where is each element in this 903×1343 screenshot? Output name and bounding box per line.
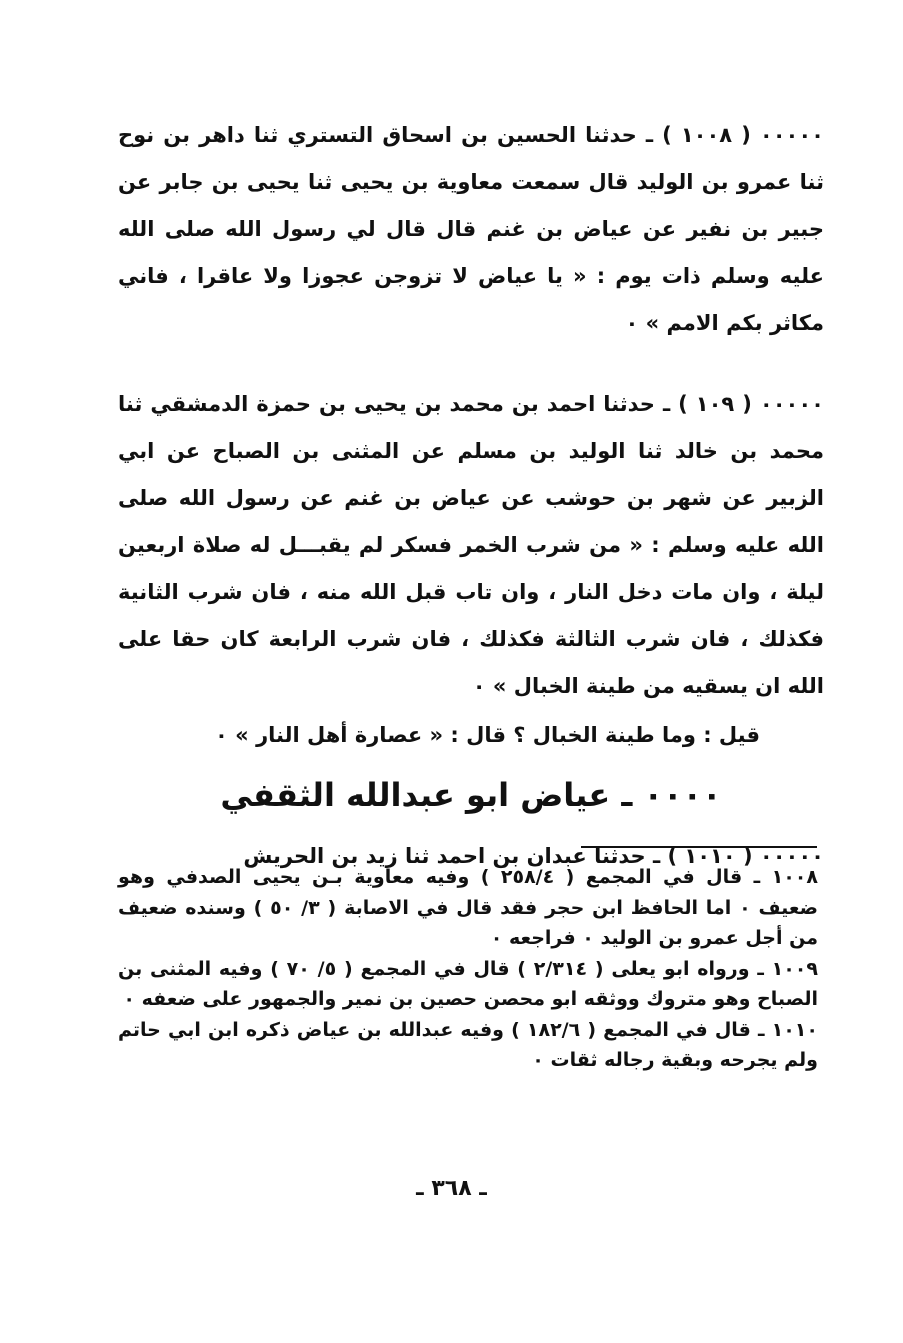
- footnote-1010: ١٠١٠ ـ قال في المجمع ( ١٨٢/٦ ) وفيه عبدالله بن عياض ذكره ابن ابي حاتم ولم يجرحه وبقية رجاله ثقات ٠: [118, 1018, 818, 1071]
- page-number: ـ ٣٦٨ ـ: [416, 1176, 487, 1201]
- chapter-title: ٠٠٠٠ ـ عياض ابو عبدالله الثقفي: [220, 776, 722, 814]
- hadith-1009: ٠٠٠٠٠ ( ١٠٩ ) ـ حدثنا احمد بن محمد بن يحيى بن حمزة الدمشقي ثنا محمد بن خالد ثنا الوليد بن مسلم عن المثنى بن الصباح عن ابي الزبير عن شهر بن حوشب عن عياض بن غنم عن رسول الله صلى الله عليه وسلم : « من شرب الخمر فسكر لم يقبـــل له صلاة اربعين ليلة ، وان مات دخل النار ، وان تاب قبل الله منه ، فان شرب الثانية فكذلك ، فان شرب الثالثة فكذلك ، فان شرب الرابعة كان حقا على الله ان يسقيه من طينة الخبال » ٠: [118, 392, 824, 698]
- hadith-1010: ٠٠٠٠٠ ( ١٠١٠ ) ـ حدثنا عبدان بن احمد ثنا زيد بن الحريش: [243, 844, 824, 868]
- question-line: قيل : وما طينة الخبال ؟ قال : « عصارة أهل النار » ٠: [215, 723, 760, 747]
- footnote-1009: ١٠٠٩ ـ ورواه ابو يعلى ( ٢/٣١٤ ) قال في المجمع ( ٥/ ٧٠ ) وفيه المثنى بن الصباح وهو متروك ووثقه ابو محصن حصين بن نمير والجمهور على ضعفه ٠: [118, 957, 818, 1010]
- footnote-divider: [581, 846, 817, 848]
- footnotes: [118, 862, 818, 1076]
- footnote-1008: ١٠٠٨ ـ قال في المجمع ( ٢٥٨/٤ ) وفيه معاوية بـن يحيى الصدفي وهو ضعيف ٠ اما الحافظ ابن حجر فقد قال في الاصابة ( ٣/ ٥٠ ) وسنده ضعيف من أجل عمرو بن الوليد ٠ فراجعه ٠: [118, 866, 818, 949]
- hadith-1008: ٠٠٠٠٠ ( ١٠٠٨ ) ـ حدثنا الحسين بن اسحاق التستري ثنا داهر بن نوح ثنا عمرو بن الوليد قال سمعت معاوية بن يحيى ثنا يحيى بن جابر عن جبير بن نفير عن عياض بن غنم قال قال لي رسول الله صلى الله عليه وسلم ذات يوم : « يا عياض لا تزوجن عجوزا ولا عاقرا ، فاني مكاثر بكم الامم » ٠: [118, 123, 824, 335]
- main-text: [118, 112, 824, 880]
